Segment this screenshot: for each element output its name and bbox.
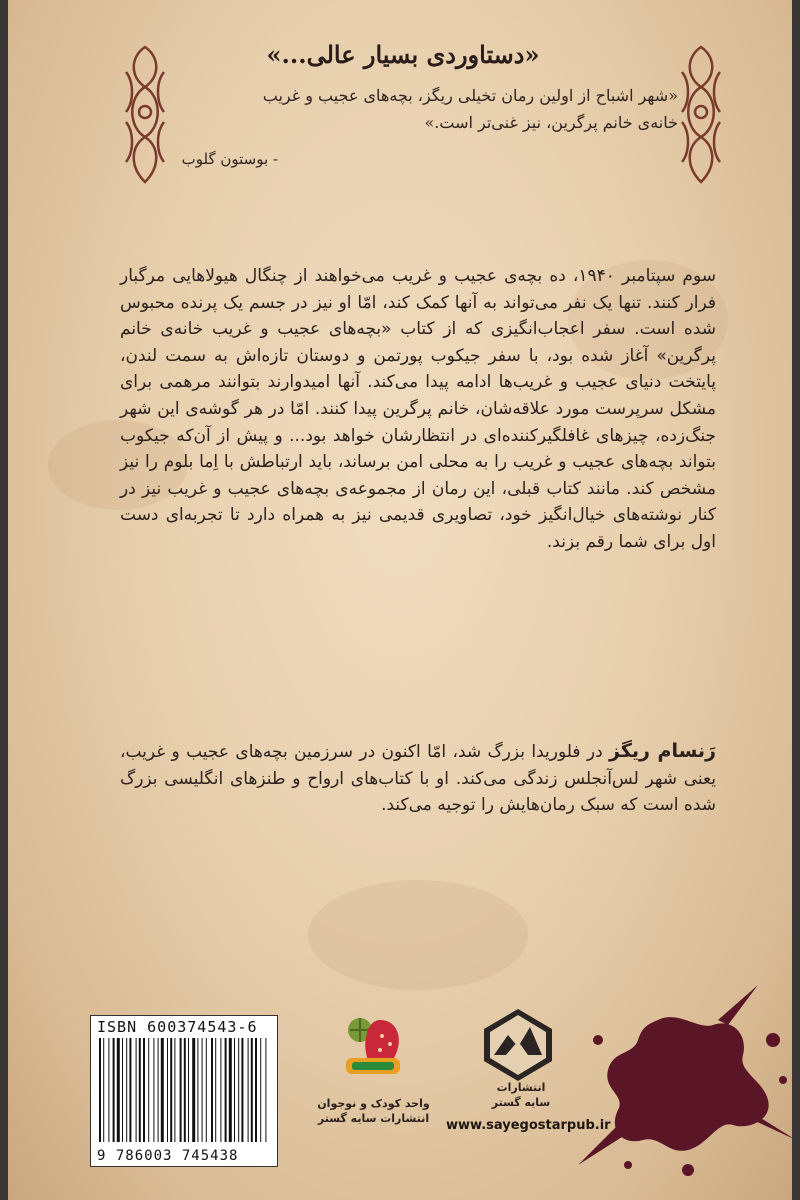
back-cover <box>8 0 792 1200</box>
barcode-bar <box>113 1038 115 1142</box>
kids-imprint-logo-icon <box>338 1010 408 1080</box>
barcode-bar <box>139 1038 141 1142</box>
barcode-bar <box>126 1038 127 1142</box>
publisher-website: www.sayegostarpub.ir <box>446 1118 611 1133</box>
barcode-bar <box>234 1038 235 1142</box>
barcode-bar <box>158 1038 159 1142</box>
barcode-bar <box>192 1038 195 1142</box>
barcode-bar <box>161 1038 164 1142</box>
barcode-bars-icon <box>97 1038 271 1142</box>
review-quote <box>128 40 678 190</box>
imprint-line: انتشارات سایه گستر <box>317 1112 430 1125</box>
barcode-bar <box>167 1038 168 1142</box>
publisher-logo-icon <box>478 1005 558 1085</box>
barcode-bar <box>184 1038 186 1142</box>
barcode-bar <box>180 1038 182 1142</box>
paper-stain <box>308 880 528 990</box>
publisher-line: سایه گستر <box>491 1096 551 1109</box>
barcode-bar <box>206 1038 207 1142</box>
quote-title: «دستاوردی بسیار عالی...» <box>266 40 540 69</box>
imprint-line: واحد کودک و نوجوان <box>317 1097 430 1110</box>
quote-text <box>128 82 678 136</box>
barcode-bar <box>188 1038 189 1142</box>
blood-splatter-icon <box>568 980 792 1180</box>
barcode-bar <box>260 1038 261 1142</box>
publisher-name <box>486 1080 556 1110</box>
barcode-bar <box>229 1038 232 1142</box>
synopsis-paragraph: سوم سپتامبر ۱۹۴۰، ده بچه‌ی عجیب و غریب می‌خواهند از چنگال هیولاهایی مرگبار فرار کنند. تنها یک نفر می‌تواند به آنها کمک کند، امّا او نیز در جسم یک پرنده محبوس شده است. سفر اعجاب‌انگیزی که از کتاب «بچه‌های عجیب و غریب خانه‌ی خانم پرگرین» آغاز شده بود، با سفر جیکوب پورتمن و دوستان تازه‌اش به سمت لندن، پایتخت دنیای عجیب و غریب‌ها ادامه پیدا می‌کند. آنها امیدوارند بتوانند مرهمی برای مشکل سرپرست مورد علاقه‌شان، خانم پرگرین پیدا کنند. امّا در هر گوشه‌ی این شهر جنگ‌زده، چیزهای غافلگیرکننده‌ای در انتظارشان خواهد بود... و پیش از آن‌که جیکوب بتواند بچه‌های عجیب و غریب را به محلی امن برساند، باید ارتباطش با اِما بلوم را نیز مشخص کند. مانند کتاب قبلی، این رمان از مجموعه‌ی بچه‌های عجیب و غریب نیز در کنار نوشته‌های خیال‌انگیز خود، تصاویری قدیمی نیز به همراه دارد تا تجربه‌ای دست اول برای شما رقم بزند. <box>120 266 716 552</box>
barcode-bar <box>248 1038 249 1142</box>
publisher-line: انتشارات <box>496 1081 546 1094</box>
quote-source: - بوستون گلوب <box>181 150 278 168</box>
barcode-bar <box>220 1038 221 1142</box>
barcode-bar <box>241 1038 243 1142</box>
barcode <box>90 1015 278 1167</box>
author-bio-text: در فلوریدا بزرگ شد، امّا اکنون در سرزمین بچه‌های عجیب و غریب، یعنی شهر لس‌آنجلس زندگی می‌کند. او با کتاب‌های ارواح و طنزهای انگلیسی بزرگ شده است که سبک رمان‌هایش را توجیه می‌کند. <box>120 742 716 816</box>
isbn-label: ISBN 600374543-6 <box>97 1018 258 1036</box>
isbn-number: 9 786003 745438 <box>97 1148 239 1164</box>
author-name: رَنسام ریگز <box>609 740 716 762</box>
quote-line: «شهر اشباح از اولین رمان تخیلی ریگز، بچه‌های عجیب و غریب <box>262 86 678 105</box>
barcode-bar <box>174 1038 175 1142</box>
barcode-bar <box>99 1038 101 1142</box>
barcode-bar <box>108 1038 109 1142</box>
barcode-bar <box>215 1038 216 1142</box>
ornament-right-icon <box>676 42 726 187</box>
barcode-bar <box>122 1038 123 1142</box>
author-bio <box>120 738 716 819</box>
barcode-bar <box>148 1038 149 1142</box>
barcode-bar <box>265 1038 266 1142</box>
barcode-bar <box>117 1038 120 1142</box>
barcode-bar <box>255 1038 257 1142</box>
barcode-bar <box>225 1038 227 1142</box>
barcode-bar <box>136 1038 137 1142</box>
kids-imprint-name <box>316 1096 431 1126</box>
barcode-bar <box>153 1038 154 1142</box>
barcode-bar <box>197 1038 198 1142</box>
barcode-bar <box>202 1038 203 1142</box>
barcode-bar <box>238 1038 239 1142</box>
barcode-bar <box>129 1038 131 1142</box>
barcode-bar <box>170 1038 172 1142</box>
barcode-bar <box>143 1038 145 1142</box>
barcode-bar <box>211 1038 213 1142</box>
barcode-bar <box>251 1038 253 1142</box>
barcode-bar <box>103 1038 104 1142</box>
quote-line: خانه‌ی خانم پرگرین، نیز غنی‌تر است.» <box>424 113 678 132</box>
